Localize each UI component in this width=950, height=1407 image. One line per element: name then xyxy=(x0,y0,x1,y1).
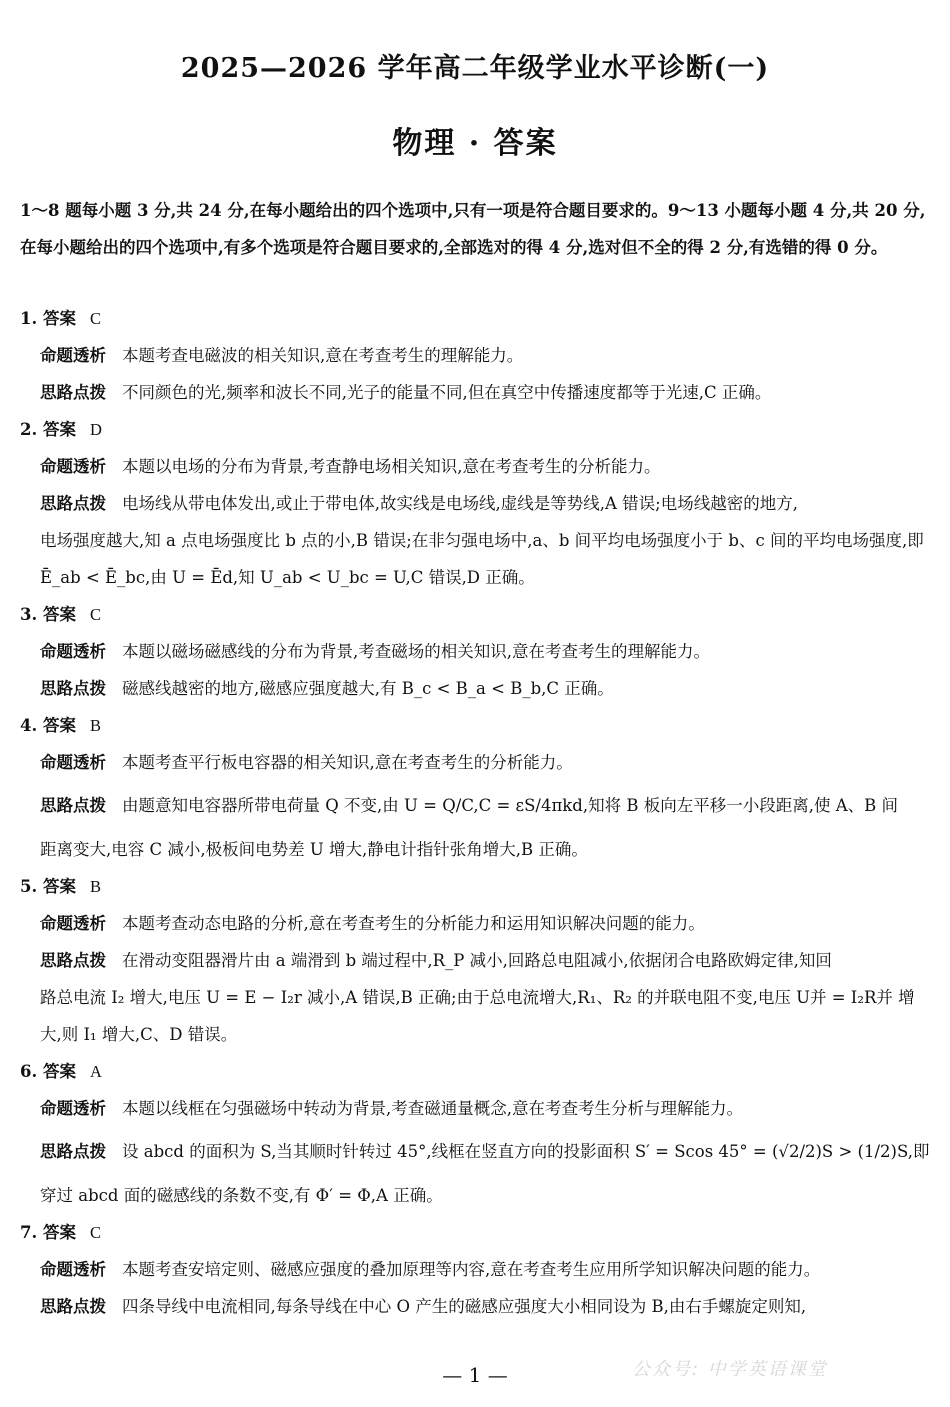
scoring-instructions: 1～8 题每小题 3 分,共 24 分,在每小题给出的四个选项中,只有一项是符合题目要求的。9～13 小题每小题 4 分,共 20 分,在每小题给出的四个选项中,有多个选项是符合题目要求的,全部选对的得 4 分,选对但不全的得 2 分,有选错的得 0 分。 xyxy=(20,201,926,257)
question-1 xyxy=(20,300,932,411)
hint-text: 电场线从带电体发出,或止于带电体,故实线是电场线,虚线是等势线,A 错误;电场线越密的地方, xyxy=(122,494,798,513)
answer-label: 2. 答案 xyxy=(20,420,76,439)
page-subtitle: 物理 · 答案 xyxy=(392,126,558,161)
intent-label: 命题透析 xyxy=(40,914,106,933)
intent-text: 本题以线框在匀强磁场中转动为背景,考查磁通量概念,意在考查考生分析与理解能力。 xyxy=(122,1099,743,1118)
answer-line xyxy=(20,300,932,337)
hint-row xyxy=(20,485,932,522)
hint-row xyxy=(20,1288,932,1325)
hint-label: 思路点拨 xyxy=(40,1297,106,1316)
intent-row xyxy=(20,633,932,670)
answer-value: D xyxy=(89,420,102,439)
answer-value: C xyxy=(89,1223,101,1242)
hint-label: 思路点拨 xyxy=(40,796,106,815)
answer-line xyxy=(20,1214,932,1251)
hint-text: 设 abcd 的面积为 S,当其顺时针转过 45°,线框在竖直方向的投影面积 S′ = Scos 45° = (√2/2)S > (1/2)S,即 xyxy=(122,1142,930,1161)
intent-text: 本题考查电磁波的相关知识,意在考查考生的理解能力。 xyxy=(122,346,524,365)
hint-row xyxy=(20,942,932,979)
intent-text: 本题以磁场磁感线的分布为背景,考查磁场的相关知识,意在考查考生的理解能力。 xyxy=(122,642,710,661)
hint-label: 思路点拨 xyxy=(40,1142,106,1161)
page-title: 2025—2026 学年高二年级学业水平诊断(一) xyxy=(180,53,770,84)
answer-value: C xyxy=(89,309,101,328)
intent-label: 命题透析 xyxy=(40,642,106,661)
answer-line xyxy=(20,411,932,448)
intent-text: 本题考查安培定则、磁感应强度的叠加原理等内容,意在考查考生应用所学知识解决问题的能力。 xyxy=(122,1260,821,1279)
answer-label: 3. 答案 xyxy=(20,605,76,624)
intent-label: 命题透析 xyxy=(40,1099,106,1118)
hint-text: 四条导线中电流相同,每条导线在中心 O 产生的磁感应强度大小相同设为 B,由右手螺旋定则知, xyxy=(122,1297,807,1316)
answer-label: 4. 答案 xyxy=(20,716,76,735)
answer-line xyxy=(20,868,932,905)
question-2 xyxy=(20,411,932,596)
question-6 xyxy=(20,1053,932,1214)
hint-label: 思路点拨 xyxy=(40,951,106,970)
question-5 xyxy=(20,868,932,1053)
hint-row xyxy=(20,670,932,707)
intent-label: 命题透析 xyxy=(40,457,106,476)
answer-line xyxy=(20,707,932,744)
hint-row xyxy=(20,781,932,831)
hint-continuation: 电场强度越大,知 a 点电场强度比 b 点的小,B 错误;在非匀强电场中,a、b 间平均电场强度小于 b、c 间的平均电场强度,即 Ē_ab < Ē_bc,由 U = Ēd,知 U_ab < U_bc = U,C 错误,D 正确。 xyxy=(40,531,924,587)
intent-label: 命题透析 xyxy=(40,346,106,365)
hint-continuation: 路总电流 I₂ 增大,电压 U = E − I₂r 减小,A 错误,B 正确;由于总电流增大,R₁、R₂ 的并联电阻不变,电压 U并 = I₂R并 增大,则 I₁ 增大,C、D 错误。 xyxy=(40,988,915,1044)
intent-row xyxy=(20,744,932,781)
hint-continuation: 距离变大,电容 C 减小,极板间电势差 U 增大,静电计指针张角增大,B 正确。 xyxy=(40,840,588,859)
answer-value: C xyxy=(89,605,101,624)
answers-list xyxy=(20,300,932,1325)
intent-text: 本题考查平行板电容器的相关知识,意在考查考生的分析能力。 xyxy=(122,753,573,772)
intent-row xyxy=(20,1251,932,1288)
hint-text: 在滑动变阻器滑片由 a 端滑到 b 端过程中,R_P 减小,回路总电阻减小,依据闭合电路欧姆定律,知回 xyxy=(122,951,832,970)
intent-text: 本题考查动态电路的分析,意在考查考生的分析能力和运用知识解决问题的能力。 xyxy=(122,914,705,933)
page-number: — 1 — xyxy=(442,1363,508,1387)
answer-line xyxy=(20,596,932,633)
hint-continuation: 穿过 abcd 面的磁感线的条数不变,有 Φ′ = Φ,A 正确。 xyxy=(40,1186,443,1205)
answer-line xyxy=(20,1053,932,1090)
intent-text: 本题以电场的分布为背景,考查静电场相关知识,意在考查考生的分析能力。 xyxy=(122,457,661,476)
answer-value: B xyxy=(89,716,101,735)
watermark: 公众号: 中学英语课堂 xyxy=(632,1359,828,1380)
intent-label: 命题透析 xyxy=(40,753,106,772)
hint-row xyxy=(20,374,932,411)
intent-label: 命题透析 xyxy=(40,1260,106,1279)
hint-text: 由题意知电容器所带电荷量 Q 不变,由 U = Q/C,C = εS/4πkd,知将 B 板向左平移一小段距离,使 A、B 间 xyxy=(122,796,898,815)
intent-row xyxy=(20,448,932,485)
answer-value: A xyxy=(89,1062,102,1081)
hint-label: 思路点拨 xyxy=(40,494,106,513)
question-3 xyxy=(20,596,932,707)
answer-label: 5. 答案 xyxy=(20,877,76,896)
hint-label: 思路点拨 xyxy=(40,383,106,402)
intent-row xyxy=(20,337,932,374)
question-7 xyxy=(20,1214,932,1325)
hint-text: 不同颜色的光,频率和波长不同,光子的能量不同,但在真空中传播速度都等于光速,C 正确。 xyxy=(122,383,772,402)
answer-label: 7. 答案 xyxy=(20,1223,76,1242)
intent-row xyxy=(20,905,932,942)
answer-label: 1. 答案 xyxy=(20,309,76,328)
hint-text: 磁感线越密的地方,磁感应强度越大,有 B_c < B_a < B_b,C 正确。 xyxy=(122,679,614,698)
answer-label: 6. 答案 xyxy=(20,1062,76,1081)
hint-label: 思路点拨 xyxy=(40,679,106,698)
answer-value: B xyxy=(89,877,101,896)
question-4 xyxy=(20,707,932,868)
hint-row xyxy=(20,1127,932,1177)
intent-row xyxy=(20,1090,932,1127)
